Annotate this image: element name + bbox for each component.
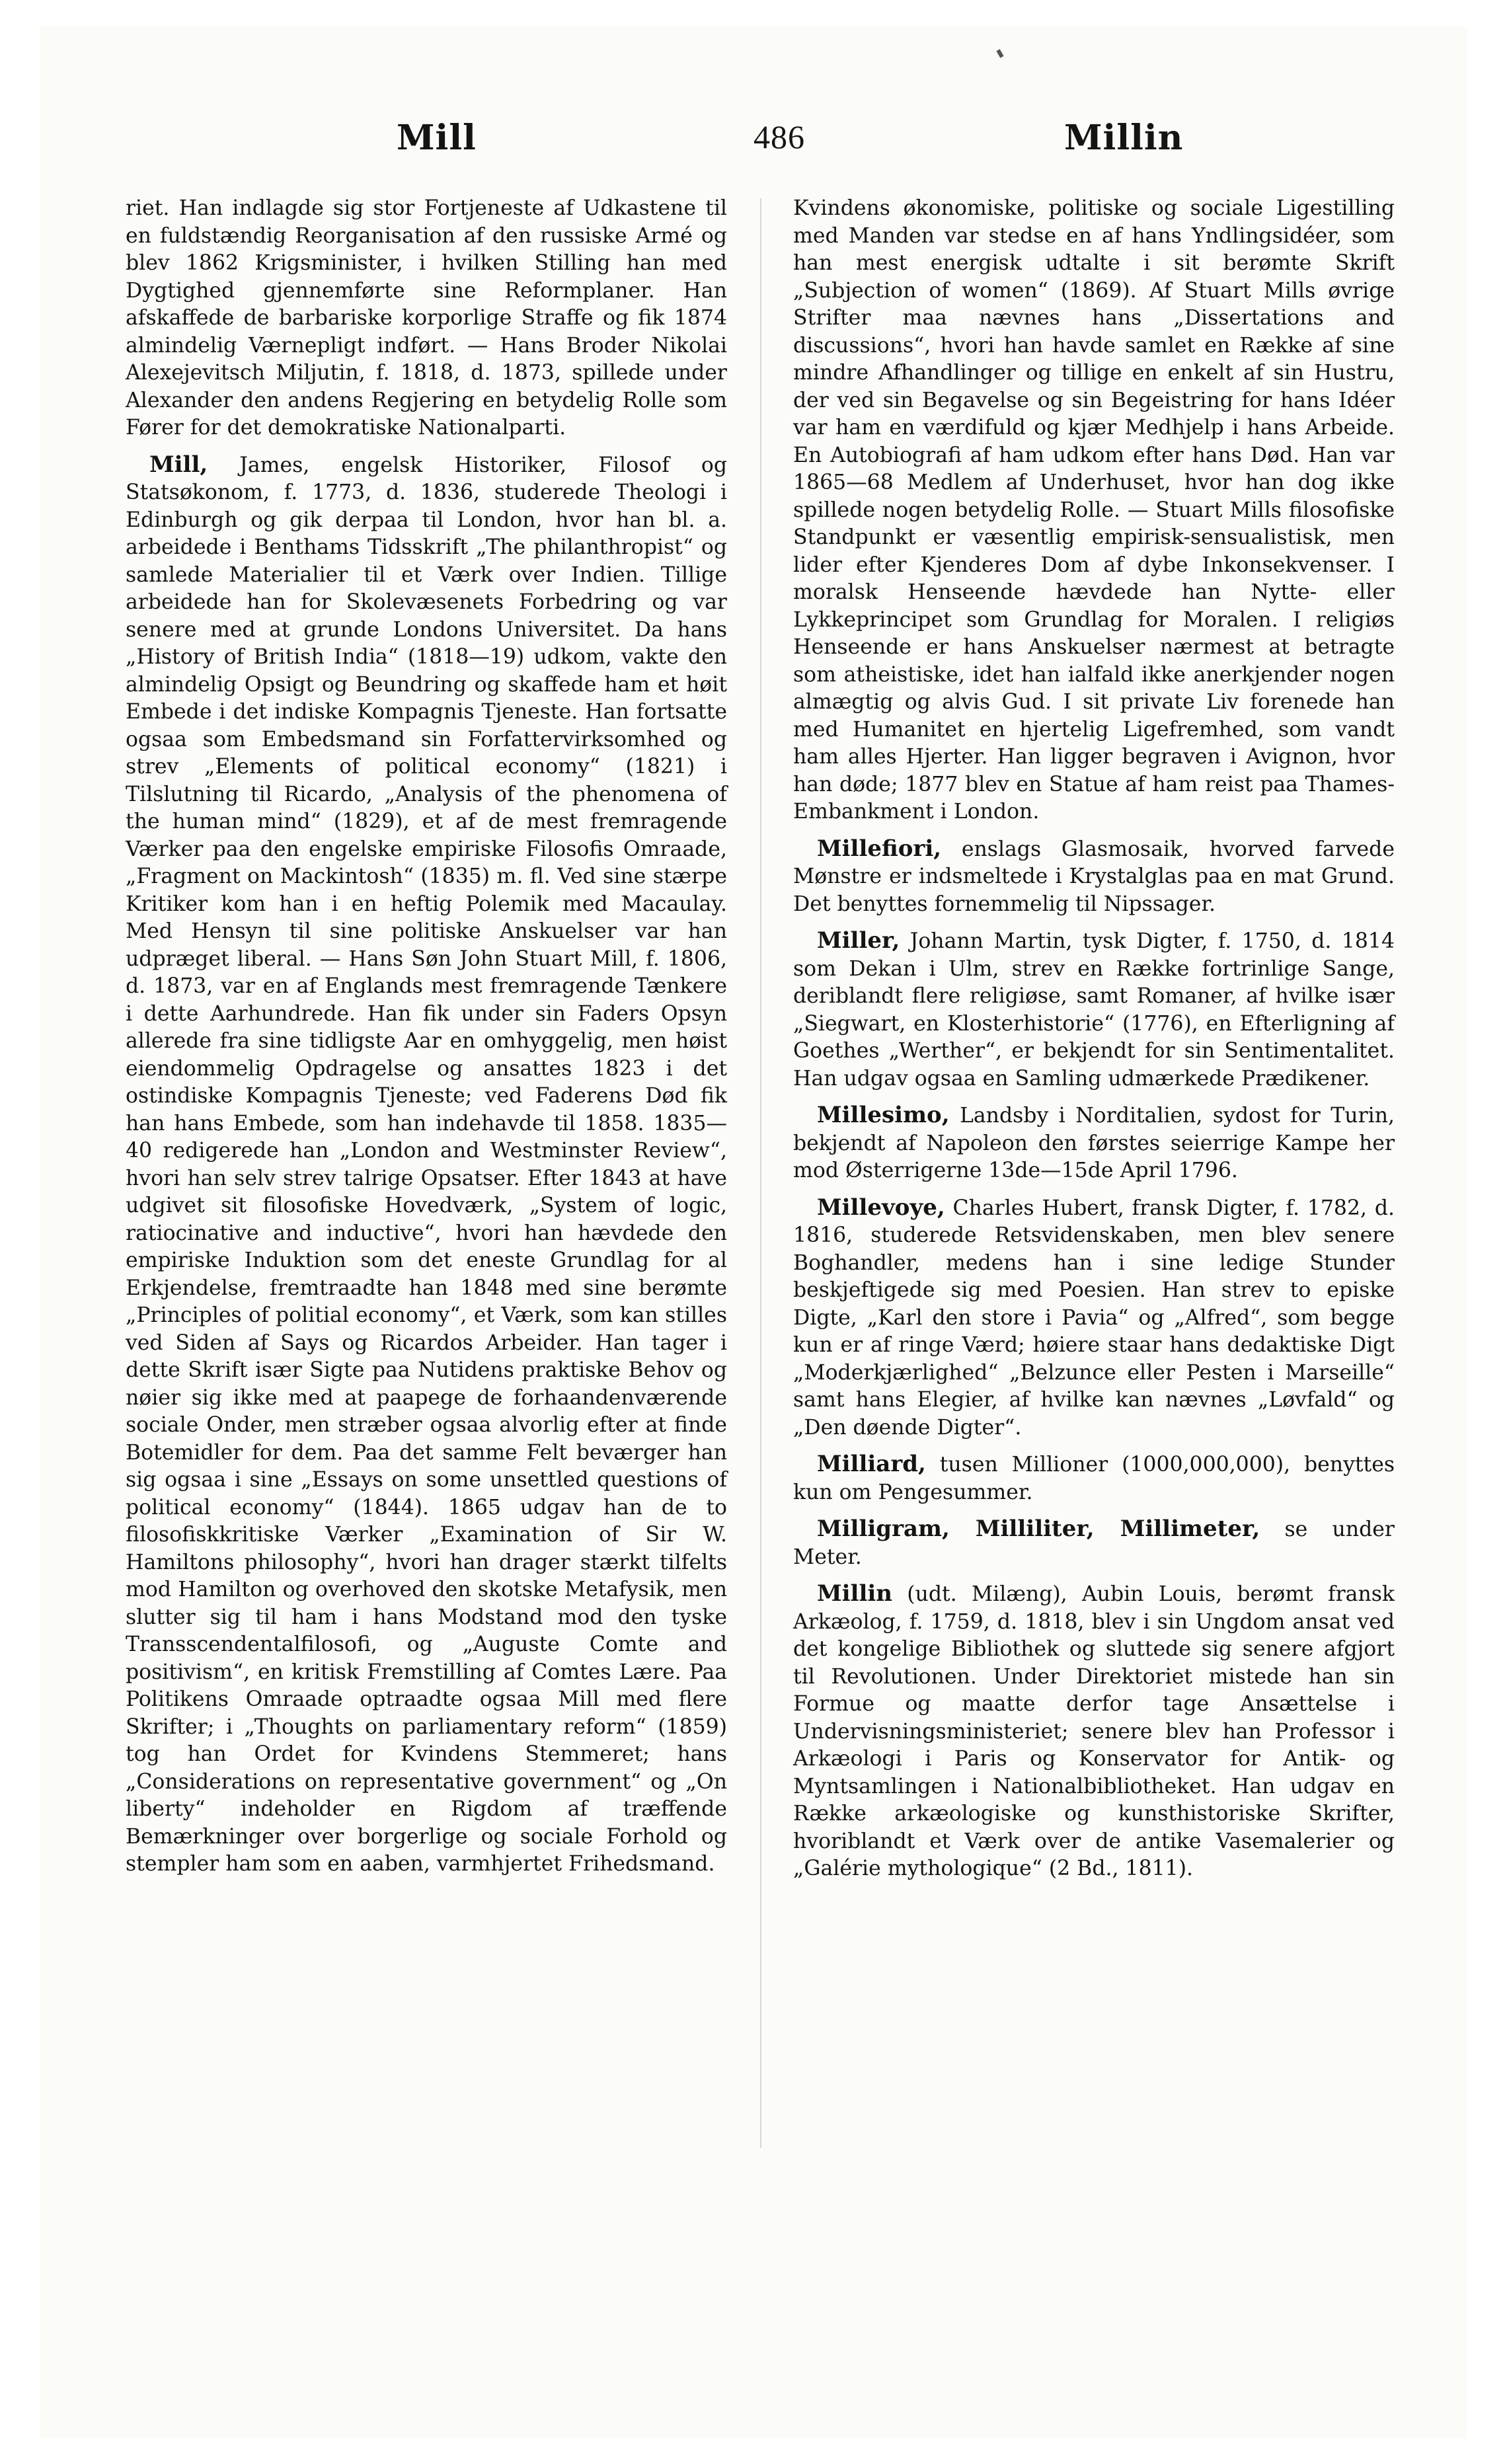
entry-millesimo: [793, 1102, 1395, 1185]
entry-lemma: Millesimo,: [817, 1102, 950, 1128]
page-header: [126, 99, 1368, 178]
entry-lemma: Milligram, Milliliter, Millimeter,: [817, 1516, 1260, 1542]
entry-lemma: Millefiori,: [817, 835, 942, 862]
entry-miller: [793, 927, 1395, 1093]
page-number: 486: [754, 118, 805, 155]
entry-text: James, engelsk Historiker, Filosof og Statsøkonom, f. 1773, d. 1836, studerede Theologi i Edinburgh og gik derpaa til London, hvor han bl. a. arbeidede i Benthams Tidsskrift „The philanthropist“ og samlede Materialier til et Værk over Indien. Tillige arbeidede han for Skolevæsenets Forbedring og var senere med at grunde Londons Universitet. Da hans „History of British India“ (1818—19) udkom, vakte den almindelig Opsigt og Beundring og skaffede ham et høit Embede i det indiske Kompagnis Tjeneste. Han fortsatte ogsaa som Embedsmand sin Forfattervirksomhed og strev „Elements of political economy“ (1821) i Tilslutning til Ricardo, „Analysis of the phenomena of the human mind“ (1829), et af de mest fremragende Værker paa den engelske empiriske Filosofis Omraade, „Fragment on Mackintosh“ (1835) m. fl. Ved sine stærpe Kritiker kom han i en heftig Polemik med Macaulay. Med Hensyn til sine politiske Anskuelser var han udpræget liberal. — Hans Søn John Stuart Mill, f. 1806, d. 1873, var en af Englands mest fremragende Tænkere i dette Aarhundrede. Han fik under sin Faders Opsyn allerede fra sine tidligste Aar en omhyggelig, men høist eiendommelig Opdragelse og ansattes 1823 i det ostindiske Kompagnis Tjeneste; ved Faderens Død fik han hans Embede, som han indehavde til 1858. 1835—40 redigerede han „London and Westminster Review“, hvori han selv strev talrige Opsatser. Efter 1843 at have udgivet sit filosofiske Hovedværk, „System of logic, ratiocinative and inductive“, hvori han hævdede den empiriske Induktion som det eneste Grundlag for al Erkjendelse, fremtraadte han 1848 med sine berømte „Principles of politial economy“, et Værk, som kan stilles ved Siden af Says og Ricardos Arbeider. Han tager i dette Skrift især Sigte paa Nutidens praktiske Behov og nøier sig ikke med at paapege de forhaandenværende sociale Onder, men stræber ogsaa alvorlig efter at finde Botemidler for dem. Paa det samme Felt beværger han sig ogsaa i sine „Essays on some unsettled questions of political economy“ (1844). 1865 udgav han de to filosofiskkritiske Værker „Examination of Sir W. Hamiltons philosophy“, hvori han drager stærkt tilfelts mod Hamilton og overhoved den skotske Metafysik, men slutter sig til ham i hans Modstand mod den tyske Transscendentalfilosofi, og „Auguste Comte and positivism“, en kritisk Fremstilling af Comtes Lære. Paa Politikens Omraade optraadte ogsaa Mill med flere Skrifter; i „Thoughts on parliamentary reform“ (1859) tog han Ordet for Kvindens Stemmeret; hans „Considerations on representative government“ og „On liberty“ indeholder en Rigdom af træffende Bemærkninger over borgerlige og sociale Forhold og stempler ham som en aaben, varmhjertet Frihedsmand.: [126, 453, 727, 1876]
entry-milligram: [793, 1516, 1395, 1571]
entry-text: se under Meter.: [793, 1518, 1395, 1569]
entry-lemma: Mill,: [149, 451, 208, 478]
entry-text: enslags Glasmosaik, hvorved farvede Mønstre er indsmeltede i Krystalglas paa en mat Grund. Det benyttes fornemmelig til Nipssager.: [793, 837, 1395, 916]
entry-text: Charles Hubert, fransk Digter, f. 1782, d. 1816, studerede Retsvidenskaben, men blev senere Boghandler, medens han i sine ledige Stunder beskjeftigede sig med Poesien. Han strev to episke Digte, „Karl den store i Pavia“ og „Alfred“, som begge kun er af ringe Værd; høiere staar hans dedaktiske Digt „Moderkjærlighed“ „Belzunce eller Pesten i Marseille“ samt hans Elegier, af hvilke kan nævnes „Løvfald“ og „Den døende Digter“.: [793, 1196, 1395, 1440]
entry-text: tusen Millioner (1000,000,000), benyttes kun om Pengesummer.: [793, 1453, 1395, 1504]
entry-lemma: Miller,: [817, 927, 900, 954]
right-running-headword: Millin: [1064, 118, 1184, 158]
right-column: [793, 195, 1395, 1883]
continued-entry-text: Kvindens økonomiske, politiske og sociale Ligestilling med Manden var stedse en af hans Yndlingsidéer, som han mest energisk udtalte i sit berømte Skrift „Subjection of women“ (1869). Af Stuart Mills øvrige Strifter maa nævnes hans „Dissertations and discussions“, hvori han havde samlet en Række af sine mindre Afhandlinger og tillige en enkelt af sin Hustru, der ved sin Begavelse og sin Begeistring for hans Idéer var ham en værdifuld og kjær Medhjelp i hans Arbeide. En Autobiografi af ham udkom efter hans Død. Han var 1865—68 Medlem af Underhuset, hvor han dog ikke spillede nogen betydelig Rolle. — Stuart Mills filosofiske Standpunkt er væsentlig empirisk-sensualistisk, men lider efter Kjenderes Dom af dybe Inkonsekvenser. I moralsk Henseende hævdede han Nytte- eller Lykkeprincipet som Grundlag for Moralen. I religiøs Henseende er hans Anskuelser nærmest at betragte som atheistiske, idet han ialfald ikke anerkjender nogen almægtig og alvis Gud. I sit private Liv forenede han med Humanitet en hjertelig Ligefremhed, som vandt ham alles Hjerter. Han ligger begraven i Avignon, hvor han døde; 1877 blev en Statue af ham reist paa Thames-Embankment i London.: [793, 196, 1395, 824]
entry-text: Johann Martin, tysk Digter, f. 1750, d. 1814 som Dekan i Ulm, strev en Række fortrinlige Sange, deriblandt flere religiøse, samt Romaner, af hvilke især „Siegwart, en Klosterhistorie“ (1776), en Efterligning af Goethes „Werther“, er bekjendt for sin Sentimentalitet. Han udgav ogsaa en Samling udmærkede Prædikener.: [793, 929, 1395, 1091]
entry-text: Landsby i Norditalien, sydost for Turin, bekjendt af Napoleon den førstes seierrige Kampe her mod Østerrigerne 13de—15de April 1796.: [793, 1104, 1395, 1182]
left-running-headword: Mill: [397, 118, 477, 158]
entry-lemma: Milliard,: [817, 1451, 926, 1477]
entry-millefiori: [793, 835, 1395, 919]
continued-entry-text: riet. Han indlagde sig stor Fortjeneste af Udkastene til en fuldstændig Reorganisation af den russiske Armé og blev 1862 Krigsminister, i hvilken Stilling han med Dygtighed gjennemførte sine Reformplaner. Han afskaffede de barbariske korporlige Straffe og fik 1874 almindelig Værnepligt indført. — Hans Broder Nikolai Alexejevitsch Miljutin, f. 1818, d. 1873, spillede under Alexander den andens Regjering en betydelig Rolle som Fører for det demokratiske Nationalparti.: [126, 196, 727, 440]
entry-mill: [126, 451, 727, 1878]
left-column: [126, 195, 727, 1878]
entry-millin: [793, 1580, 1395, 1883]
entry-lemma: Millin: [817, 1580, 893, 1607]
column-divider: [760, 198, 761, 2148]
entry-lemma: Millevoye,: [817, 1194, 945, 1221]
entry-millevoye: [793, 1194, 1395, 1442]
entry-milliard: [793, 1451, 1395, 1506]
entry-text: (udt. Milæng), Aubin Louis, berømt fransk Arkæolog, f. 1759, d. 1818, blev i sin Ungdom ansat ved det kongelige Bibliothek og sluttede sig senere afgjort til Revolutionen. Under Direktoriet mistede han sin Formue og maatte derfor tage Ansættelse i Undervisningsministeriet; senere blev han Professor i Arkæologi i Paris og Konservator for Antik- og Myntsamlingen i Nationalbibliotheket. Han udgav en Række arkæologiske og kunsthistoriske Skrifter, hvoriblandt et Værk over de antike Vasemalerier og „Galérie mythologique“ (2 Bd., 1811).: [793, 1582, 1395, 1880]
